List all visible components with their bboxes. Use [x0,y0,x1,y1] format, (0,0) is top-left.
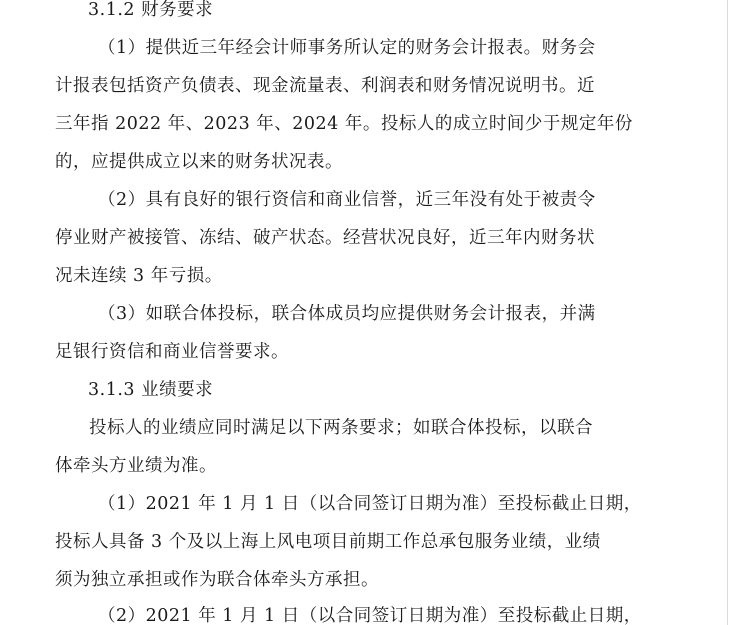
paragraph-line: 停业财产被接管、冻结、破产状态。经营状况良好，近三年内财务状 [55,228,595,248]
page-edge-divider [727,0,728,625]
paragraph-line: 投标人具备 3 个及以上海上风电项目前期工作总承包服务业绩，业绩 [55,532,601,552]
paragraph-line: （2）具有良好的银行资信和商业信誉，近三年没有处于被责令 [98,190,596,210]
paragraph-line: 足银行资信和商业信誉要求。 [55,342,289,362]
paragraph-line: （1）提供近三年经会计师事务所认定的财务会计报表。财务会 [98,38,596,58]
section-heading-3-1-3: 3.1.3 业绩要求 [88,380,214,400]
paragraph-line: 况未连续 3 年亏损。 [55,266,223,286]
paragraph-line: （2）2021 年 1 月 1 日（以合同签订日期为准）至投标截止日期， [98,606,642,625]
paragraph-line: （3）如联合体投标，联合体成员均应提供财务会计报表，并满 [98,304,596,324]
paragraph-line: 体牵头方业绩为准。 [55,456,217,476]
section-heading-3-1-2: 3.1.2 财务要求 [88,0,214,20]
paragraph-line: 计报表包括资产负债表、现金流量表、利润表和财务情况说明书。近 [55,76,595,96]
paragraph-line: 三年指 2022 年、2023 年、2024 年。投标人的成立时间少于规定年份 [55,114,633,134]
paragraph-line: 投标人的业绩应同时满足以下两条要求；如联合体投标，以联合 [89,418,593,438]
paragraph-line: 须为独立承担或作为联合体牵头方承担。 [55,570,379,590]
paragraph-line: 的，应提供成立以来的财务状况表。 [55,152,343,172]
paragraph-line: （1）2021 年 1 月 1 日（以合同签订日期为准）至投标截止日期， [98,494,642,514]
